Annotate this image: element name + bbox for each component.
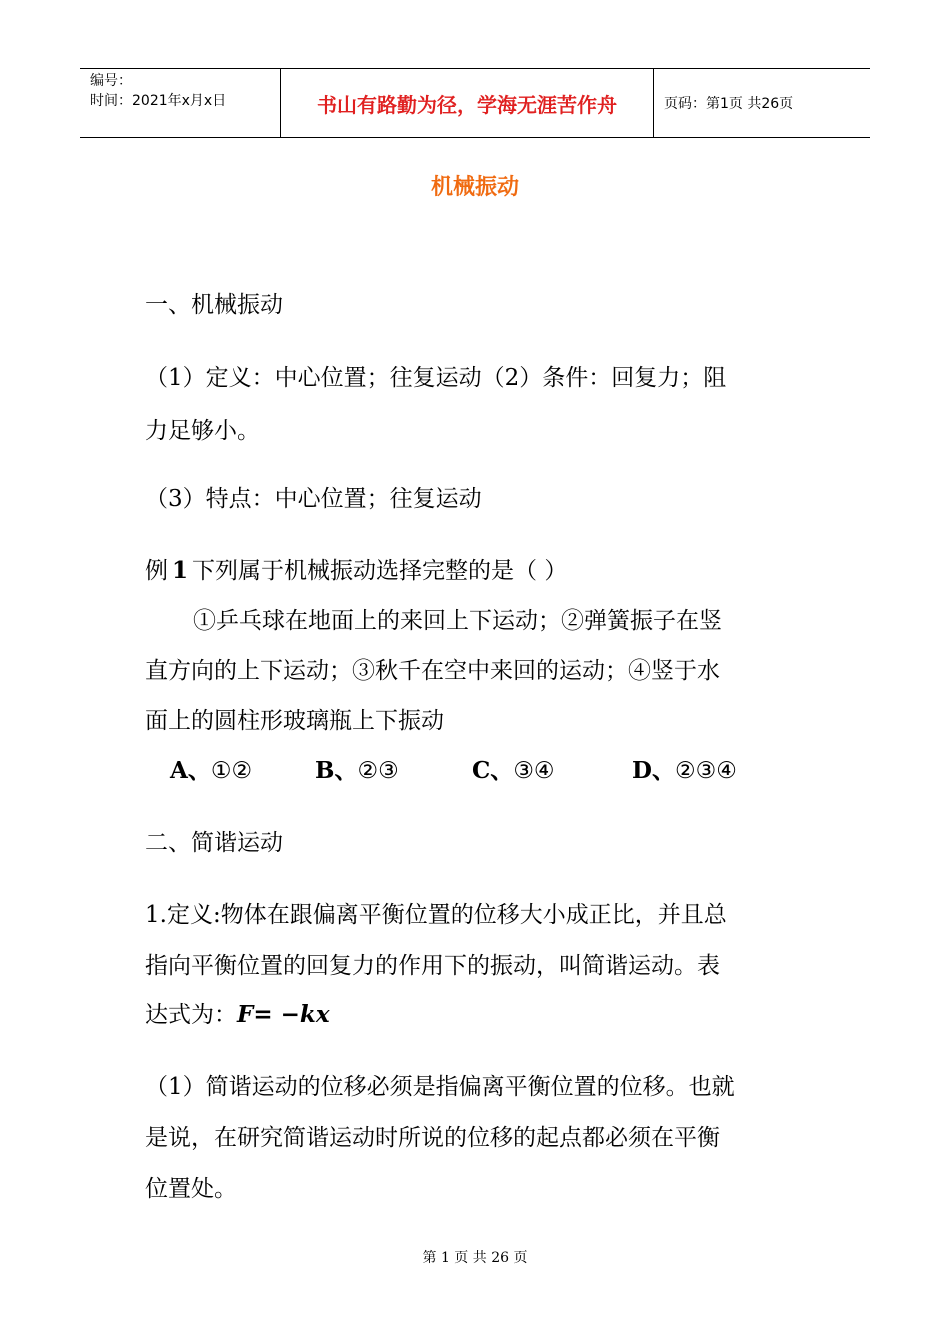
choice-a — [170, 756, 252, 786]
choice-b-letter: B、 — [315, 757, 358, 784]
choice-b-value: ②③ — [357, 758, 399, 784]
choice-c — [472, 756, 555, 786]
choice-c-value: ③④ — [513, 758, 555, 784]
choice-d — [632, 756, 737, 786]
example-option-line1: ①乒乓球在地面上的来回上下运动；②弹簧振子在竖 — [193, 608, 722, 634]
choice-a-value: ①② — [210, 758, 253, 784]
document-title: 机械振动 — [430, 175, 519, 200]
choice-d-letter: D、 — [632, 757, 675, 784]
section2-def-line3 — [145, 1000, 330, 1030]
formula-prefix: 达式为： — [145, 1002, 237, 1028]
example-question — [145, 556, 567, 586]
section1-def-line2: 力足够小。 — [145, 418, 260, 444]
example-option-line3: 面上的圆柱形玻璃瓶上下振动 — [145, 708, 444, 734]
number-label: 编号： — [90, 73, 132, 89]
section2-note-line2: 是说，在研究简谐运动时所说的位移的起点都必须在平衡 — [145, 1125, 720, 1151]
section2-note-line3: 位置处。 — [145, 1176, 237, 1202]
section2-def-line2: 指向平衡位置的回复力的作用下的振动，叫简谐运动。表 — [145, 953, 720, 979]
time-label: 时间：2021年x月x日 — [90, 93, 227, 109]
section1-heading: 一、机械振动 — [145, 292, 283, 318]
section1-feature: （3）特点：中心位置；往复运动 — [145, 486, 482, 512]
choice-b — [315, 756, 399, 786]
choice-c-letter: C、 — [472, 757, 514, 784]
example-number: 1 — [172, 557, 189, 584]
section2-heading: 二、简谐运动 — [145, 830, 283, 856]
example-option-line2: 直方向的上下运动；③秋千在空中来回的运动；④竖于水 — [145, 658, 720, 684]
example-text: 下列属于机械振动选择完整的是（ ） — [192, 558, 568, 584]
header-motto: 书山有路勤为径，学海无涯苦作舟 — [280, 69, 654, 137]
choice-a-letter: A、 — [170, 757, 211, 784]
formula: F= −kx — [237, 1001, 330, 1028]
section2-note-line1: （1）简谐运动的位移必须是指偏离平衡位置的位移。也就 — [145, 1074, 735, 1100]
example-prefix: 例 — [145, 558, 168, 584]
choice-d-value: ②③④ — [674, 758, 737, 784]
header-page-info: 页码：第1页 共26页 — [664, 96, 794, 112]
document-header — [80, 68, 870, 138]
section1-def-line1: （1）定义：中心位置；往复运动（2）条件：回复力；阻 — [145, 365, 727, 391]
page-footer: 第 1 页 共 26 页 — [422, 1250, 528, 1266]
section2-def-line1: 1.定义:物体在跟偏离平衡位置的位移大小成正比，并且总 — [145, 902, 727, 928]
header-meta — [80, 69, 280, 137]
